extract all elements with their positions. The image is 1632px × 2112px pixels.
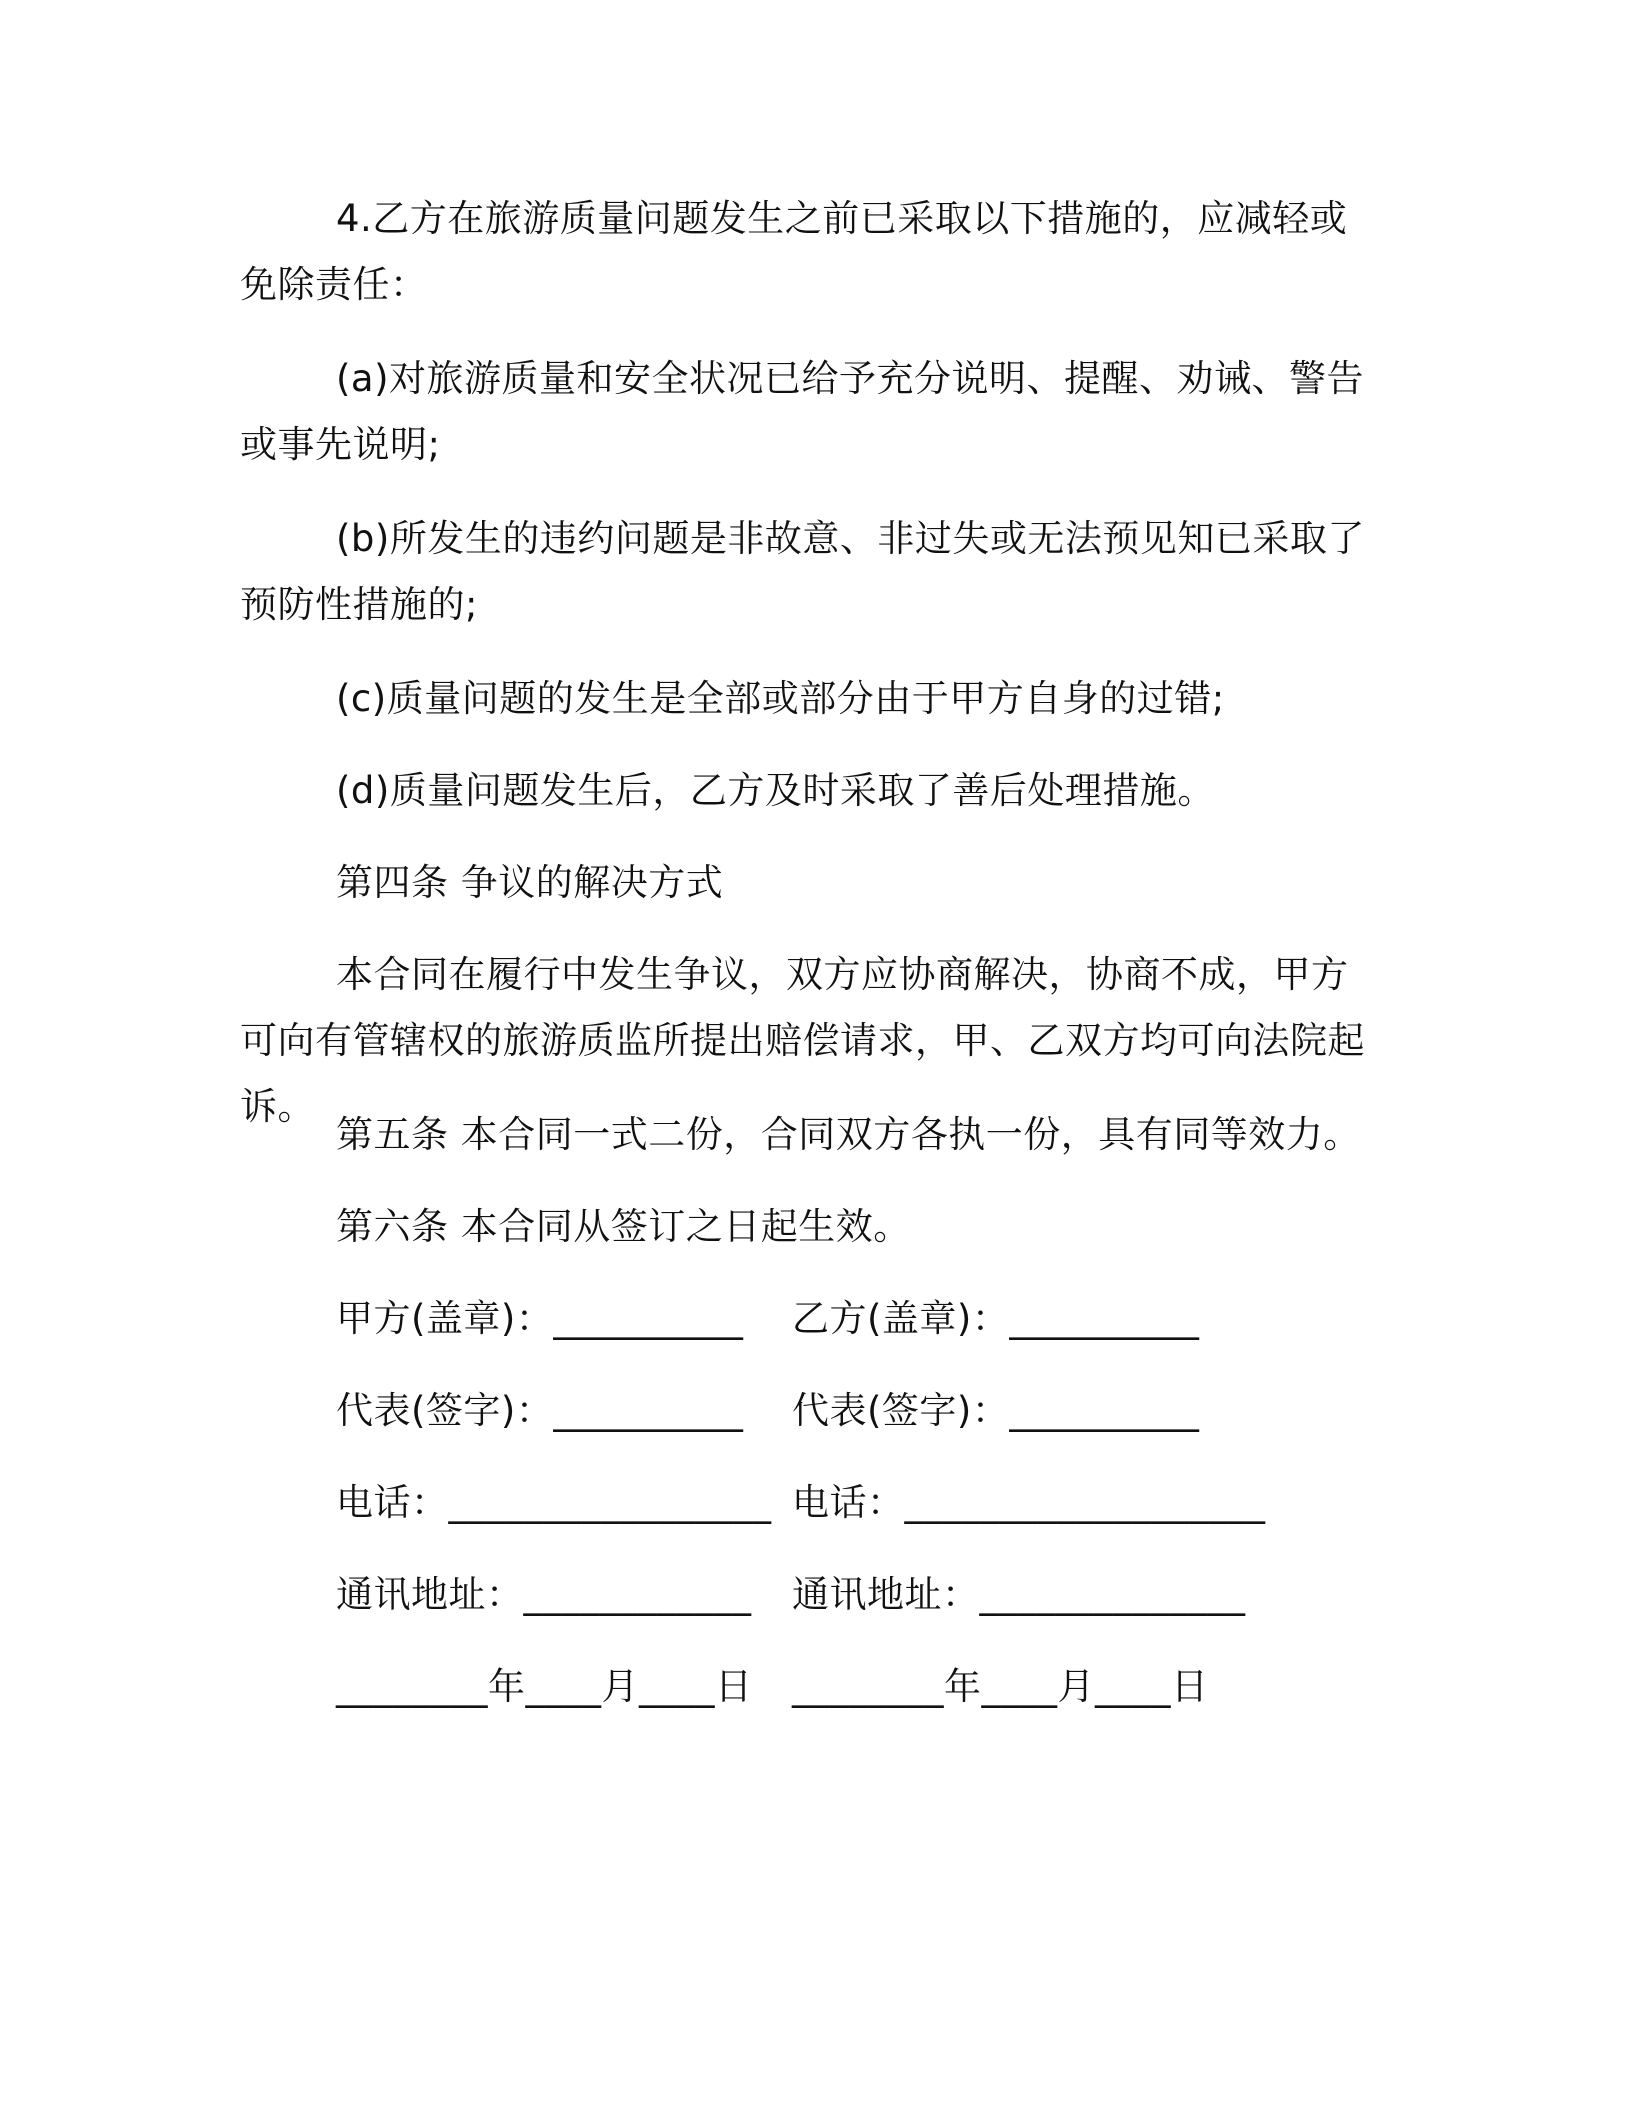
party-b-address-field: 通讯地址：______________	[792, 1573, 1246, 1616]
item-a: (a)对旅游质量和安全状况已给予充分说明、提醒、劝诫、警告或事先说明;	[240, 357, 1365, 466]
party-b-rep-field: 代表(签字)：__________	[792, 1389, 1200, 1432]
item-b: (b)所发生的违约问题是非故意、非过失或无法预见知已采取了预防性措施的;	[240, 517, 1365, 626]
item-d: (d)质量问题发生后，乙方及时采取了善后处理措施。	[336, 769, 1215, 812]
party-b-seal-field: 乙方(盖章)：__________	[792, 1297, 1200, 1340]
party-a-phone-field: 电话：_________________	[336, 1481, 772, 1524]
party-a-date-field: ________年____月____日	[336, 1665, 753, 1708]
item-c: (c)质量问题的发生是全部或部分由于甲方自身的过错;	[336, 677, 1225, 720]
clause-4-exemption: 4.乙方在旅游质量问题发生之前已采取以下措施的，应减轻或免除责任：	[240, 197, 1348, 306]
article-5: 第五条 本合同一式二份，合同双方各执一份，具有同等效力。	[336, 1113, 1361, 1156]
party-a-rep-field: 代表(签字)：__________	[336, 1389, 744, 1432]
party-a-address-field: 通讯地址：____________	[336, 1573, 752, 1616]
party-b-date-field: ________年____月____日	[792, 1665, 1209, 1708]
party-a-seal-field: 甲方(盖章)：__________	[336, 1297, 744, 1340]
article-4-heading: 第四条 争议的解决方式	[336, 861, 724, 904]
party-b-phone-field: 电话：___________________	[792, 1481, 1266, 1524]
article-6: 第六条 本合同从签订之日起生效。	[336, 1205, 911, 1248]
dispute-resolution-text: 本合同在履行中发生争议，双方应协商解决，协商不成，甲方可向有管辖权的旅游质监所提出赔偿请求，甲、乙双方均可向法院起诉。	[240, 953, 1365, 1128]
